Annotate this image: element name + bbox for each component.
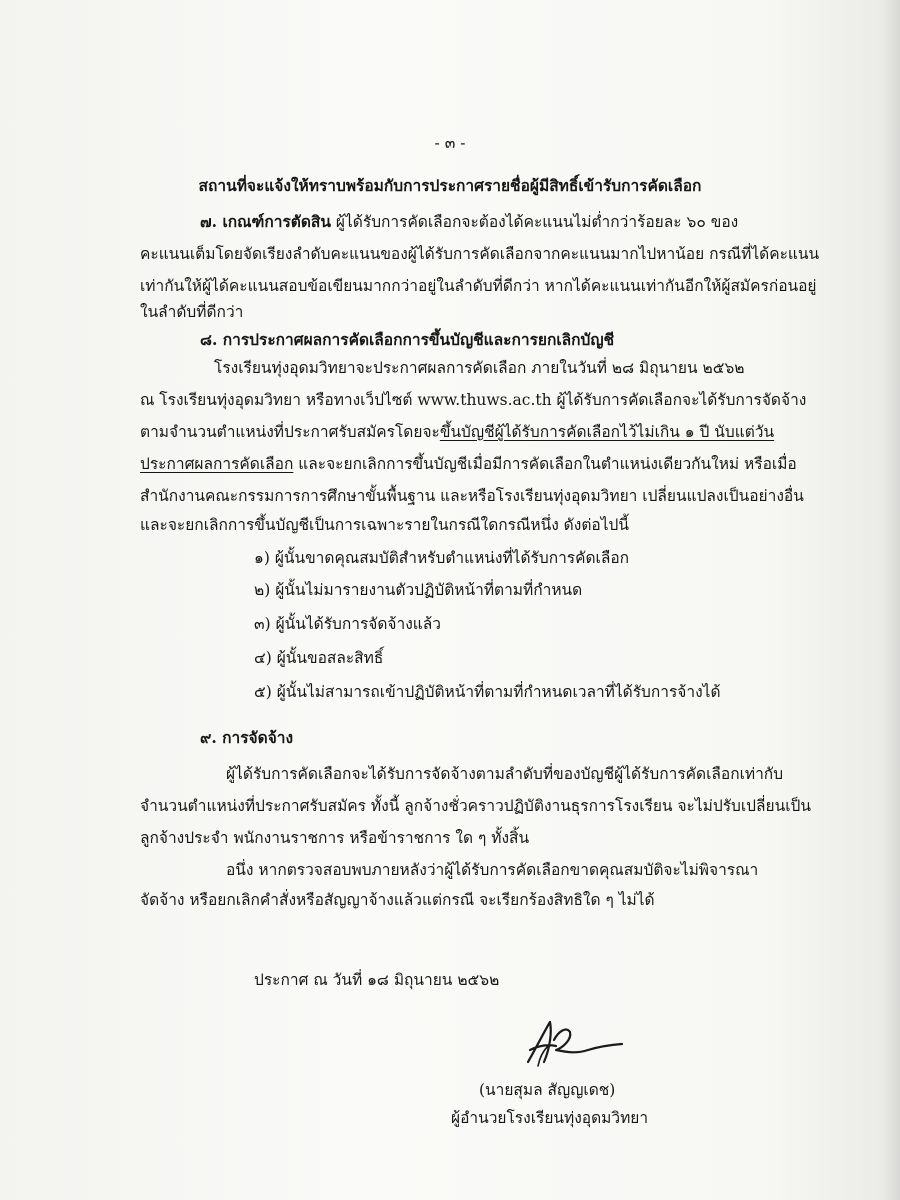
page-number: - ๓ - <box>434 134 466 152</box>
section8-line5: สำนักงานคณะกรรมการการศึกษาขั้นพื้นฐาน และหรือโรงเรียนทุ่งอุดมวิทยา เปลี่ยนแปลงเป็นอย่างอื่น <box>140 487 804 505</box>
section7-line4: ในลำดับที่ดีกว่า <box>140 303 244 321</box>
list-item: ๓) ผู้นั้นได้รับการจัดจ้างแล้ว <box>254 615 441 633</box>
underlined-text: ขึ้นบัญชีผู้ได้รับการคัดเลือกไว้ไม่เกิน ๑ ปี นับแต่วัน <box>439 423 775 441</box>
section9-line4: อนึ่ง หากตรวจสอบพบภายหลังว่าผู้ได้รับการคัดเลือกขาดคุณสมบัติจะไม่พิจารณา <box>226 861 759 879</box>
section9-line1: ผู้ได้รับการคัดเลือกจะได้รับการจัดจ้างตามลำดับที่ของบัญชีผู้ได้รับการคัดเลือกเท่ากับ <box>226 765 784 783</box>
document-heading: สถานที่จะแจ้งให้ทราบพร้อมกับการประกาศรายชื่อผู้มีสิทธิ์เข้ารับการคัดเลือก <box>198 176 702 195</box>
announcement-date: ประกาศ ณ วันที่ ๑๘ มิถุนายน ๒๕๖๒ <box>254 971 500 989</box>
section9-line2: จำนวนตำแหน่งที่ประกาศรับสมัคร ทั้งนี้ ลูกจ้างชั่วคราวปฏิบัติงานธุรการโรงเรียน จะไม่ปรับเปลี่ยนเป็น <box>140 797 811 815</box>
signer-name: (นายสุมล สัญญเดช) <box>479 1081 616 1099</box>
section7-line3: เท่ากันให้ผู้ได้คะแนนสอบข้อเขียนมากกว่าอยู่ในลำดับที่ดีกว่า หากได้คะแนนเท่ากันอีกให้ผู้สมัครก่อนอยู่ <box>140 277 817 295</box>
list-item: ๔) ผู้นั้นขอสละสิทธิ์ <box>254 649 384 667</box>
section8-line2: ณ โรงเรียนทุ่งอุดมวิทยา หรือทางเว็ปไซต์ www.thuws.ac.th ผู้ได้รับการคัดเลือกจะได้รับการจัดจ้าง <box>140 391 807 409</box>
section8-line1: โรงเรียนทุ่งอุดมวิทยาจะประกาศผลการคัดเลือก ภายในวันที่ ๒๘ มิถุนายน ๒๕๖๒ <box>214 359 745 377</box>
list-item: ๑) ผู้นั้นขาดคุณสมบัติสำหรับตำแหน่งที่ได้รับการคัดเลือก <box>254 549 630 567</box>
section8-title: ๘. การประกาศผลการคัดเลือกการขึ้นบัญชีและการยกเลิกบัญชี <box>200 330 615 349</box>
section7-line2: คะแนนเต็มโดยจัดเรียงลำดับคะแนนของผู้ได้รับการคัดเลือกจากคะแนนมากไปหาน้อย กรณีที่ได้คะแนน <box>140 245 820 263</box>
list-item: ๒) ผู้นั้นไม่มารายงานตัวปฏิบัติหน้าที่ตามที่กำหนด <box>254 581 583 599</box>
section8-line3: ตามจำนวนตำแหน่งที่ประกาศรับสมัครโดยจะขึ้นบัญชีผู้ได้รับการคัดเลือกไว้ไม่เกิน ๑ ปี นับแต่วัน <box>140 423 775 441</box>
underlined-text: ประกาศผลการคัดเลือก <box>140 455 294 473</box>
signature-image <box>510 1010 630 1080</box>
section9-line5: จัดจ้าง หรือยกเลิกคำสั่งหรือสัญญาจ้างแล้วแต่กรณี จะเรียกร้องสิทธิใด ๆ ไม่ได้ <box>140 891 655 909</box>
list-item: ๕) ผู้นั้นไม่สามารถเข้าปฏิบัติหน้าที่ตามที่กำหนดเวลาที่ได้รับการจ้างได้ <box>254 683 721 701</box>
section9-line3: ลูกจ้างประจำ พนักงานราชการ หรือข้าราชการ ใด ๆ ทั้งสิ้น <box>140 829 530 847</box>
section9-title: ๙. การจัดจ้าง <box>200 728 294 747</box>
section8-line4: ประกาศผลการคัดเลือก และจะยกเลิกการขึ้นบัญชีเมื่อมีการคัดเลือกในตำแหน่งเดียวกันใหม่ หรือเมื่อ <box>140 455 797 473</box>
section7-title: ๗. เกณฑ์การตัดสิน <box>200 212 331 231</box>
section7-line1: ๗. เกณฑ์การตัดสิน ผู้ได้รับการคัดเลือกจะต้องได้คะแนนไม่ต่ำกว่าร้อยละ ๖๐ ของ <box>200 212 739 231</box>
signer-title: ผู้อำนวยโรงเรียนทุ่งอุดมวิทยา <box>451 1109 649 1127</box>
section8-line6: และจะยกเลิกการขึ้นบัญชีเป็นการเฉพาะรายในกรณีใดกรณีหนึ่ง ดังต่อไปนี้ <box>140 516 629 534</box>
